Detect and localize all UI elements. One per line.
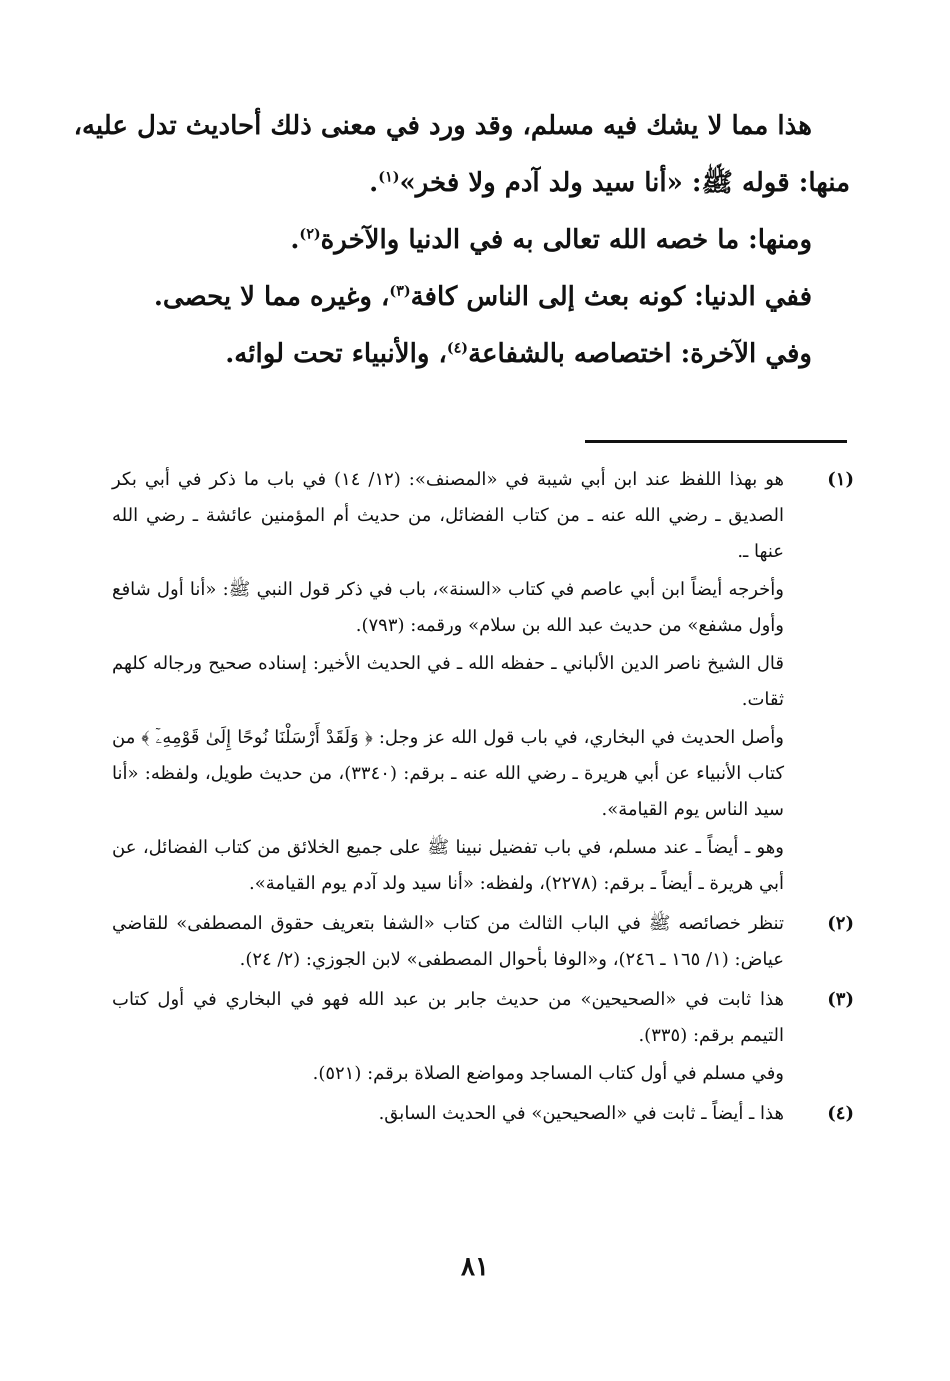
- footnote-ref-4: (٤): [446, 340, 469, 357]
- footnote-ref-1: (١): [378, 169, 400, 186]
- main-line-2: منها: قوله ﷺ: «أنا سيد ولد آدم ولا فخر»$^{(١)}$.: [369, 168, 850, 198]
- page-number: ٨١: [461, 1252, 489, 1282]
- footnote-paragraph: وفي مسلم في أول كتاب المساجد ومواضع الصلاة برقم: (٥٢١).: [312, 1063, 784, 1084]
- footnote-number: (٢): [827, 913, 854, 934]
- footnote-paragraph: تنظر خصائصه ﷺ في الباب الثالث من كتاب «الشفا بتعريف حقوق المصطفى» للقاضي عياض: (١/ ١٦٥ ـ ٢٤٦)، و«الوفا بأحوال المصطفى» لابن الجوزي: (٢/ ٢٤).: [112, 913, 784, 970]
- footnote-paragraph: وأصل الحديث في البخاري، في باب قول الله عز وجل: ﴿ وَلَقَدْ أَرْسَلْنَا نُوحًا إِلَىٰ قَوْمِهِۦٓ ﴾ من كتاب الأنبياء عن أبي هريرة ـ رضي الله عنه ـ برقم: (٣٣٤٠)، من حديث طويل، ولفظه: «أنا سيد الناس يوم القيامة».: [112, 727, 785, 820]
- footnote-paragraph: قال الشيخ ناصر الدين الألباني ـ حفظه الله ـ في الحديث الأخير: إسناده صحيح ورجاله كلهم ثقات.: [112, 653, 784, 710]
- main-line-3: ومنها: ما خصه الله تعالى به في الدنيا والآخرة$^{(٢)}$.: [290, 225, 812, 255]
- footnote-number: (٣): [827, 989, 854, 1010]
- footnote-ref-3: (٣): [389, 283, 411, 300]
- footnote-2: [112, 906, 854, 978]
- footnote-number: (١): [827, 469, 854, 490]
- footnote-3: [112, 982, 854, 1092]
- main-line-4: ففي الدنيا: كونه بعث إلى الناس كافة$^{(٣)}$، وغيره مما لا يحصى.: [153, 282, 812, 312]
- footnote-separator: [585, 440, 847, 443]
- footnote-1: [112, 462, 854, 902]
- footnote-paragraph: هذا ـ أيضاً ـ ثابت في «الصحيحين» في الحديث السابق.: [378, 1103, 784, 1124]
- footnote-4: [112, 1096, 854, 1132]
- footnotes: [112, 462, 854, 1136]
- main-text: [73, 98, 850, 383]
- main-line-1: هذا مما لا يشك فيه مسلم، وقد ورد في معنى ذلك أحاديث تدل عليه،: [73, 111, 812, 141]
- footnote-number: (٤): [827, 1103, 854, 1124]
- footnote-paragraph: وهو ـ أيضاً ـ عند مسلم، في باب تفضيل نبينا ﷺ على جميع الخلائق من كتاب الفضائل، عن أبي هريرة ـ أيضاً ـ برقم: (٢٢٧٨)، ولفظه: «أنا سيد ولد آدم يوم القيامة».: [112, 837, 784, 894]
- footnote-paragraph: وأخرجه أيضاً ابن أبي عاصم في كتاب «السنة»، باب في ذكر قول النبي ﷺ: «أنا أول شافع وأول مشفع» من حديث عبد الله بن سلام» ورقمه: (٧٩٣).: [112, 579, 784, 636]
- footnote-ref-2: (٢): [299, 226, 321, 243]
- footnote-paragraph: هو بهذا اللفظ عند ابن أبي شيبة في «المصنف»: (١٢/ ١٤) في باب ما ذكر في أبي بكر الصديق ـ رضي الله عنه ـ من كتاب الفضائل، من حديث أم المؤمنين عائشة ـ رضي الله عنها ـ.: [112, 469, 784, 562]
- main-line-5: وفي الآخرة: اختصاصه بالشفاعة$^{(٤)}$، والأنبياء تحت لوائه.: [225, 339, 812, 369]
- footnote-paragraph: هذا ثابت في «الصحيحين» من حديث جابر بن عبد الله فهو في البخاري في أول كتاب التيمم برقم: (٣٣٥).: [112, 989, 784, 1046]
